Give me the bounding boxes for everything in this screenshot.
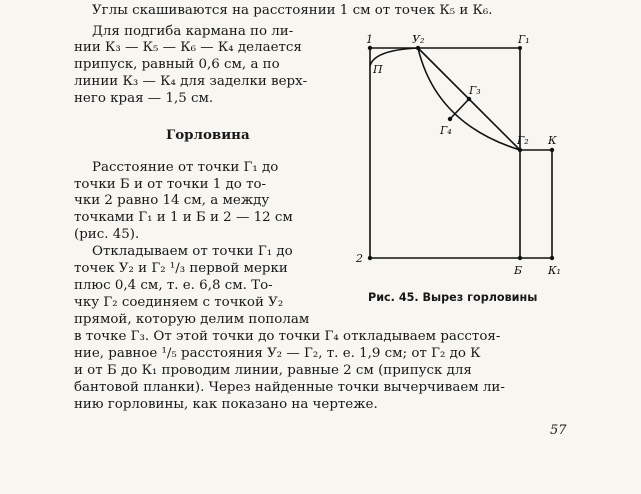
neckline-drawing [352,28,562,283]
point-2 [368,256,372,260]
top-line: Углы скашиваются на расстоянии 1 см от точек К₅ и К₆. [92,3,493,18]
segment-G3-G4 [450,99,469,119]
point-B [518,256,522,260]
label-Y2: У₂ [412,33,425,46]
point-1 [368,46,372,50]
text-line: Откладываем от точки Г₁ до [92,244,293,259]
page-number: 57 [550,423,567,438]
text-line: прямой, которую делим пополам [74,312,310,327]
text-line: припуск, равный 0,6 см, а по [74,57,280,72]
label-G4: Г₄ [440,124,452,137]
text-line: чки 2 равно 14 см, а между [74,193,270,208]
text-line: точек У₂ и Г₂ ¹/₃ первой мерки [74,261,288,276]
label-B: Б [514,264,523,277]
figure-caption: Рис. 45. Вырез горловины [368,291,538,304]
text-line: точками Г₁ и 1 и Б и 2 — 12 см [74,210,293,225]
point-G1 [518,46,522,50]
label-G3: Г₃ [469,84,481,97]
text-line: нию горловины, как показано на чертеже. [74,397,378,412]
label-P: П [373,63,383,76]
text-line: (рис. 45). [74,227,140,242]
section-heading: Горловина [166,127,250,143]
label-2: 2 [356,252,363,265]
text-line: нии К₃ — К₅ — К₆ — К₄ делается [74,40,302,55]
text-line: ние, равное ¹/₅ расстояния У₂ — Г₂, т. е. 1,9 см; от Г₂ до К [74,346,481,361]
point-K1 [550,256,554,260]
point-K [550,148,554,152]
text-line: плюс 0,4 см, т. е. 6,8 см. То- [74,278,273,293]
text-line: линии К₃ — К₄ для заделки верх- [74,74,308,89]
text-line: бантовой планки). Через найденные точки вычерчиваем ли- [74,380,505,395]
label-1: 1 [366,33,373,46]
label-G1: Г₁ [518,33,530,46]
point-Y2 [416,46,420,50]
text-line: Расстояние от точки Г₁ до [92,160,279,175]
text-line: него края — 1,5 см. [74,91,214,106]
text-line: и от Б до К₁ проводим линии, равные 2 см (припуск для [74,363,472,378]
label-K: К [548,134,557,147]
label-K1: К₁ [548,264,561,277]
text-line: точки Б и от точки 1 до то- [74,177,267,192]
label-G2: Г₂ [517,134,529,147]
text-line: Для подгиба кармана по ли- [92,24,294,39]
text-line: в точке Г₃. От этой точки до точки Г₄ откладываем расстоя- [74,329,501,344]
point-G3 [467,97,471,101]
point-G4 [448,117,452,121]
text-line: чку Г₂ соединяем с точкой У₂ [74,295,284,310]
point-G2 [518,148,522,152]
